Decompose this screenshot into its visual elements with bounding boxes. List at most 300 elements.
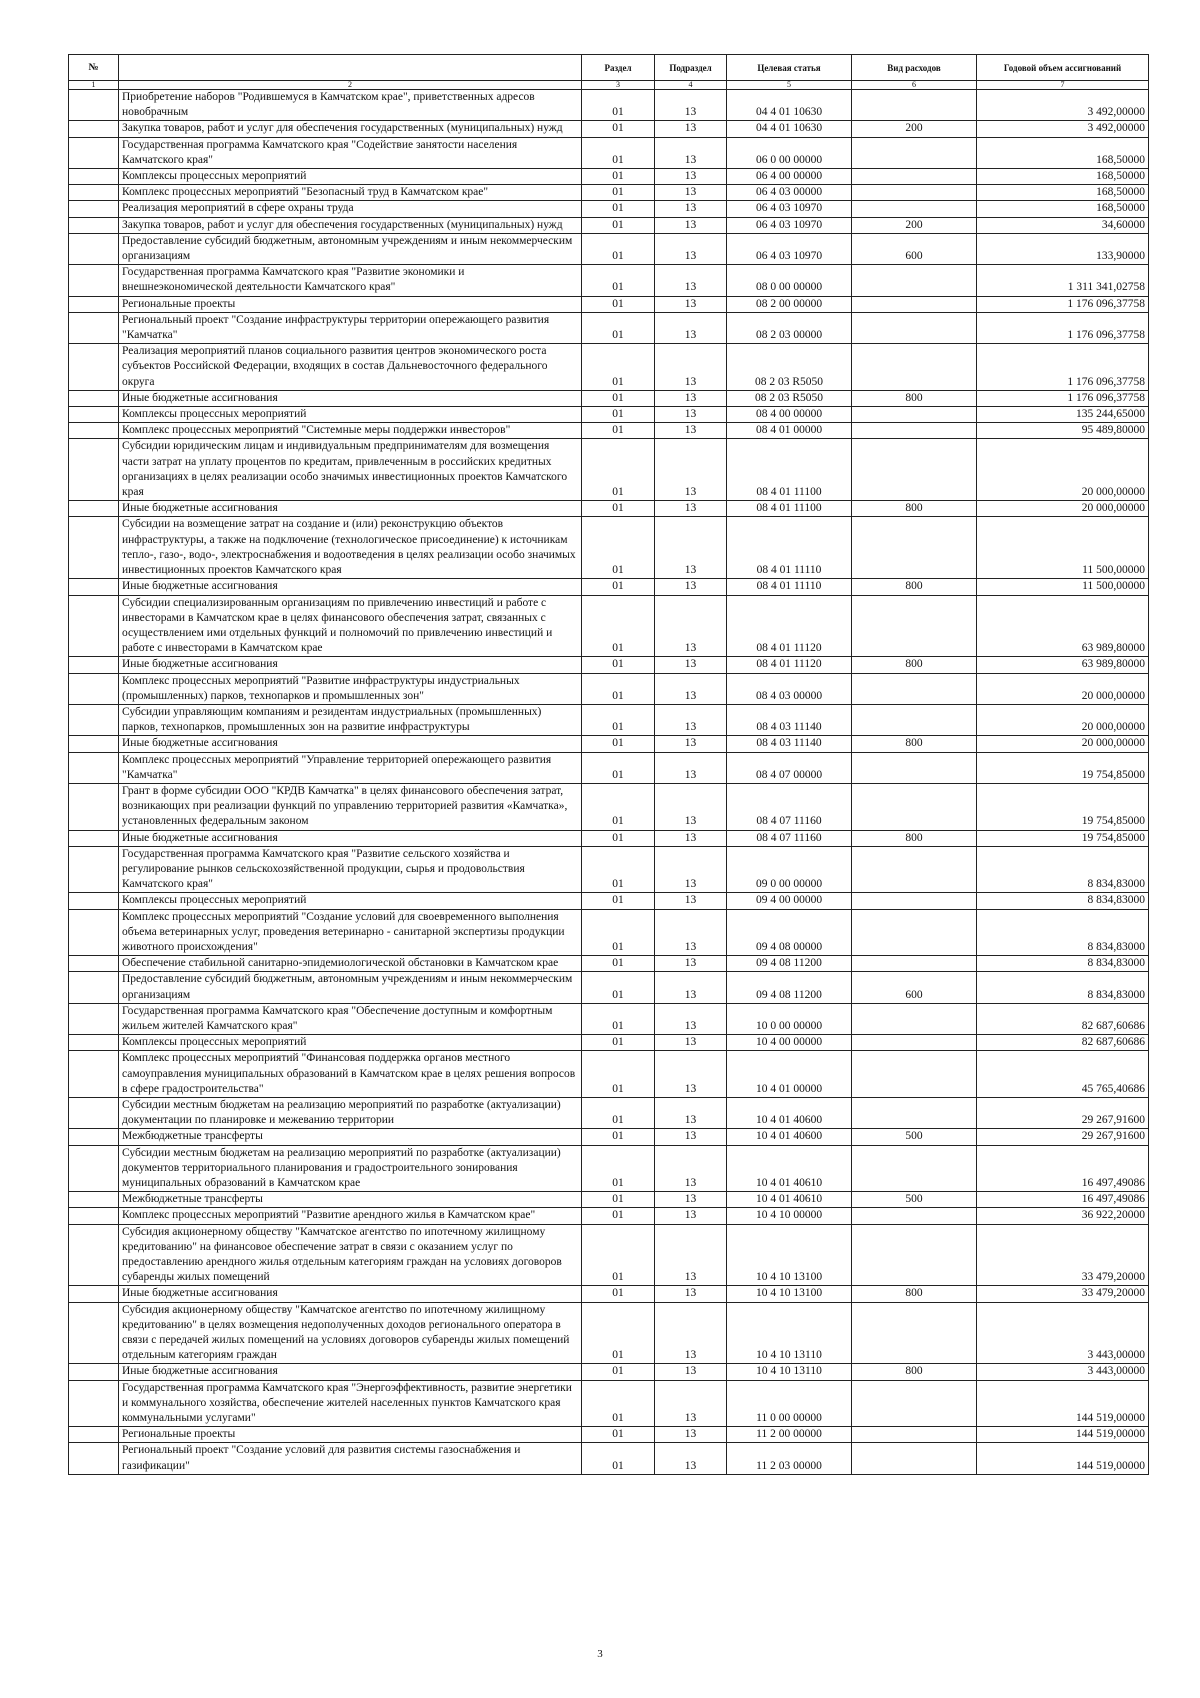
row-subsection-cell: 13	[655, 1129, 727, 1145]
row-subsection-cell: 13	[655, 752, 727, 783]
row-no-cell	[69, 972, 119, 1003]
row-no-cell	[69, 90, 119, 121]
row-target-cell: 10 4 10 13100	[727, 1286, 852, 1302]
row-name-cell: Иные бюджетные ассигнования	[119, 830, 582, 846]
table-row	[69, 233, 1149, 264]
row-target-cell: 10 4 01 40600	[727, 1129, 852, 1145]
row-name-cell: Субсидии управляющим компаниям и резидентам индустриальных (промышленных) парков, технопарков, промышленных зон на развитие инфраструктуры	[119, 704, 582, 735]
table-row	[69, 1051, 1149, 1098]
row-no-cell	[69, 1224, 119, 1286]
row-target-cell: 08 4 03 00000	[727, 673, 852, 704]
row-amount-cell: 8 834,83000	[977, 909, 1149, 956]
row-target-cell: 08 4 07 11160	[727, 830, 852, 846]
row-section-cell: 01	[582, 1051, 655, 1098]
row-no-cell	[69, 1286, 119, 1302]
table-row	[69, 201, 1149, 217]
row-section-cell: 01	[582, 1302, 655, 1364]
row-no-cell	[69, 517, 119, 579]
table-row	[69, 1145, 1149, 1192]
row-subsection-cell: 13	[655, 1443, 727, 1474]
table-row	[69, 217, 1149, 233]
row-subsection-cell: 13	[655, 956, 727, 972]
table-row	[69, 972, 1149, 1003]
row-section-cell: 01	[582, 893, 655, 909]
row-amount-cell: 168,50000	[977, 169, 1149, 185]
row-expense-type-cell	[852, 595, 977, 657]
row-name-cell: Реализация мероприятий в сфере охраны труда	[119, 201, 582, 217]
row-no-cell	[69, 312, 119, 343]
table-row	[69, 1286, 1149, 1302]
row-target-cell: 09 4 08 00000	[727, 909, 852, 956]
row-section-cell: 01	[582, 783, 655, 830]
row-target-cell: 08 0 00 00000	[727, 265, 852, 296]
row-target-cell: 08 4 01 11100	[727, 501, 852, 517]
row-amount-cell: 29 267,91600	[977, 1098, 1149, 1129]
row-target-cell: 06 4 03 10970	[727, 201, 852, 217]
row-expense-type-cell	[852, 752, 977, 783]
table-row	[69, 704, 1149, 735]
row-expense-type-cell	[852, 783, 977, 830]
table-row	[69, 673, 1149, 704]
index-cell: 2	[119, 81, 582, 90]
row-section-cell: 01	[582, 1364, 655, 1380]
row-expense-type-cell	[852, 137, 977, 168]
table-row	[69, 1364, 1149, 1380]
row-section-cell: 01	[582, 1286, 655, 1302]
row-no-cell	[69, 344, 119, 391]
row-name-cell: Государственная программа Камчатского края "Содействие занятости населения Камчатского края"	[119, 137, 582, 168]
row-subsection-cell: 13	[655, 1192, 727, 1208]
row-no-cell	[69, 1051, 119, 1098]
row-expense-type-cell: 500	[852, 1192, 977, 1208]
row-subsection-cell: 13	[655, 407, 727, 423]
row-name-cell: Комплексы процессных мероприятий	[119, 169, 582, 185]
row-no-cell	[69, 217, 119, 233]
row-subsection-cell: 13	[655, 217, 727, 233]
row-name-cell: Иные бюджетные ассигнования	[119, 1364, 582, 1380]
row-target-cell: 10 4 10 13110	[727, 1302, 852, 1364]
row-target-cell: 09 4 08 11200	[727, 956, 852, 972]
row-subsection-cell: 13	[655, 673, 727, 704]
row-section-cell: 01	[582, 752, 655, 783]
row-expense-type-cell: 800	[852, 736, 977, 752]
row-expense-type-cell	[852, 1003, 977, 1034]
row-no-cell	[69, 121, 119, 137]
row-name-cell: Комплекс процессных мероприятий "Развитие арендного жилья в Камчатском крае"	[119, 1208, 582, 1224]
row-no-cell	[69, 893, 119, 909]
row-subsection-cell: 13	[655, 265, 727, 296]
row-no-cell	[69, 390, 119, 406]
row-subsection-cell: 13	[655, 137, 727, 168]
row-expense-type-cell	[852, 1302, 977, 1364]
col-amount-header: Годовой объем ассигнований	[977, 55, 1149, 81]
row-expense-type-cell	[852, 344, 977, 391]
row-section-cell: 01	[582, 1129, 655, 1145]
index-row	[69, 81, 1149, 90]
table-row	[69, 846, 1149, 893]
row-section-cell: 01	[582, 704, 655, 735]
row-section-cell: 01	[582, 1145, 655, 1192]
row-no-cell	[69, 657, 119, 673]
row-name-cell: Реализация мероприятий планов социального развития центров экономического роста субъектов Российской Федерации, входящих в состав Дальневосточного федерального округа	[119, 344, 582, 391]
row-subsection-cell: 13	[655, 846, 727, 893]
row-amount-cell: 33 479,20000	[977, 1286, 1149, 1302]
row-target-cell: 08 2 03 R5050	[727, 344, 852, 391]
row-target-cell: 08 2 00 00000	[727, 296, 852, 312]
row-expense-type-cell: 800	[852, 830, 977, 846]
row-amount-cell: 1 311 341,02758	[977, 265, 1149, 296]
index-cell: 4	[655, 81, 727, 90]
row-target-cell: 10 4 01 40610	[727, 1145, 852, 1192]
row-expense-type-cell	[852, 439, 977, 501]
table-row	[69, 1129, 1149, 1145]
row-no-cell	[69, 185, 119, 201]
row-section-cell: 01	[582, 657, 655, 673]
row-no-cell	[69, 595, 119, 657]
row-expense-type-cell	[852, 296, 977, 312]
row-name-cell: Обеспечение стабильной санитарно-эпидемиологической обстановки в Камчатском крае	[119, 956, 582, 972]
row-expense-type-cell	[852, 407, 977, 423]
row-amount-cell: 20 000,00000	[977, 501, 1149, 517]
row-expense-type-cell	[852, 704, 977, 735]
table-row	[69, 783, 1149, 830]
row-expense-type-cell	[852, 423, 977, 439]
row-name-cell: Субсидия акционерному обществу "Камчатское агентство по ипотечному жилищному кредитованию" в целях возмещения недополученных доходов регионального оператора в связи с передачей жилых помещений на условиях договоров субаренды жилых помещений отдельным категориям граждан	[119, 1302, 582, 1364]
row-target-cell: 06 4 00 00000	[727, 169, 852, 185]
row-section-cell: 01	[582, 137, 655, 168]
row-expense-type-cell	[852, 1208, 977, 1224]
row-amount-cell: 8 834,83000	[977, 956, 1149, 972]
col-subsection-header: Подраздел	[655, 55, 727, 81]
row-section-cell: 01	[582, 1098, 655, 1129]
row-amount-cell: 19 754,85000	[977, 830, 1149, 846]
row-subsection-cell: 13	[655, 1380, 727, 1427]
row-name-cell: Приобретение наборов "Родившемуся в Камчатском крае", приветственных адресов новобрачным	[119, 90, 582, 121]
row-no-cell	[69, 830, 119, 846]
row-section-cell: 01	[582, 185, 655, 201]
row-no-cell	[69, 169, 119, 185]
row-name-cell: Иные бюджетные ассигнования	[119, 657, 582, 673]
row-section-cell: 01	[582, 736, 655, 752]
row-no-cell	[69, 1427, 119, 1443]
row-target-cell: 04 4 01 10630	[727, 90, 852, 121]
row-target-cell: 09 0 00 00000	[727, 846, 852, 893]
row-name-cell: Субсидии специализированным организациям по привлечению инвестиций и работе с инвесторами в Камчатском крае в целях финансового обеспечения затрат, связанных с осуществлением ими отдельных функций и полномочий по привлечению инвестиций и работе с инвесторами в Камчатском крае	[119, 595, 582, 657]
row-amount-cell: 45 765,40686	[977, 1051, 1149, 1098]
row-target-cell: 10 4 10 13110	[727, 1364, 852, 1380]
row-subsection-cell: 13	[655, 1003, 727, 1034]
table-row	[69, 517, 1149, 579]
row-name-cell: Региональный проект "Создание инфраструктуры территории опережающего развития "Камчатка"	[119, 312, 582, 343]
row-target-cell: 11 2 03 00000	[727, 1443, 852, 1474]
row-section-cell: 01	[582, 121, 655, 137]
row-name-cell: Региональные проекты	[119, 296, 582, 312]
row-name-cell: Субсидии юридическим лицам и индивидуальным предпринимателям для возмещения части затрат на уплату процентов по кредитам, привлеченным в российских кредитных организациях в целях реализации особо значимых инвестиционных проектов Камчатского края	[119, 439, 582, 501]
col-section-header: Раздел	[582, 55, 655, 81]
row-section-cell: 01	[582, 423, 655, 439]
row-section-cell: 01	[582, 1208, 655, 1224]
row-target-cell: 10 4 01 40610	[727, 1192, 852, 1208]
row-name-cell: Государственная программа Камчатского края "Энергоэффективность, развитие энергетики и коммунального хозяйства, обеспечение жителей населенных пунктов Камчатского края коммунальными услугами"	[119, 1380, 582, 1427]
row-amount-cell: 144 519,00000	[977, 1427, 1149, 1443]
row-expense-type-cell: 800	[852, 579, 977, 595]
row-section-cell: 01	[582, 595, 655, 657]
table-row	[69, 296, 1149, 312]
row-no-cell	[69, 736, 119, 752]
row-expense-type-cell: 600	[852, 972, 977, 1003]
row-expense-type-cell: 500	[852, 1129, 977, 1145]
table-row	[69, 439, 1149, 501]
row-amount-cell: 19 754,85000	[977, 783, 1149, 830]
row-no-cell	[69, 846, 119, 893]
row-section-cell: 01	[582, 1380, 655, 1427]
row-amount-cell: 144 519,00000	[977, 1443, 1149, 1474]
row-target-cell: 10 0 00 00000	[727, 1003, 852, 1034]
row-expense-type-cell: 600	[852, 233, 977, 264]
row-no-cell	[69, 137, 119, 168]
row-target-cell: 10 4 10 13100	[727, 1224, 852, 1286]
table-row	[69, 1035, 1149, 1051]
row-name-cell: Предоставление субсидий бюджетным, автономным учреждениям и иным некоммерческим организациям	[119, 233, 582, 264]
row-target-cell: 10 4 10 00000	[727, 1208, 852, 1224]
row-name-cell: Государственная программа Камчатского края "Обеспечение доступным и комфортным жильем жителей Камчатского края"	[119, 1003, 582, 1034]
row-target-cell: 08 4 01 11120	[727, 657, 852, 673]
row-subsection-cell: 13	[655, 501, 727, 517]
page-number: 3	[597, 1648, 603, 1660]
budget-table	[68, 54, 1149, 1475]
row-subsection-cell: 13	[655, 296, 727, 312]
row-name-cell: Комплекс процессных мероприятий "Создание условий для своевременного выполнения объема ветеринарных услуг, проведения ветеринарно - санитарной экспертизы продукции животного происхождения"	[119, 909, 582, 956]
table-row	[69, 265, 1149, 296]
row-subsection-cell: 13	[655, 595, 727, 657]
row-no-cell	[69, 1098, 119, 1129]
row-no-cell	[69, 1129, 119, 1145]
row-name-cell: Комплексы процессных мероприятий	[119, 1035, 582, 1051]
table-row	[69, 956, 1149, 972]
row-expense-type-cell	[852, 169, 977, 185]
table-row	[69, 312, 1149, 343]
table-row	[69, 1208, 1149, 1224]
row-name-cell: Государственная программа Камчатского края "Развитие экономики и внешнеэкономической деятельности Камчатского края"	[119, 265, 582, 296]
row-section-cell: 01	[582, 90, 655, 121]
row-name-cell: Иные бюджетные ассигнования	[119, 1286, 582, 1302]
row-no-cell	[69, 704, 119, 735]
col-expense-type-header: Вид расходов	[852, 55, 977, 81]
row-target-cell: 08 4 01 11120	[727, 595, 852, 657]
row-expense-type-cell	[852, 1035, 977, 1051]
row-no-cell	[69, 1208, 119, 1224]
row-name-cell: Комплексы процессных мероприятий	[119, 893, 582, 909]
table-row	[69, 1380, 1149, 1427]
row-expense-type-cell	[852, 185, 977, 201]
row-section-cell: 01	[582, 1224, 655, 1286]
row-subsection-cell: 13	[655, 312, 727, 343]
row-amount-cell: 63 989,80000	[977, 595, 1149, 657]
row-amount-cell: 1 176 096,37758	[977, 312, 1149, 343]
row-expense-type-cell	[852, 673, 977, 704]
row-section-cell: 01	[582, 439, 655, 501]
row-expense-type-cell	[852, 265, 977, 296]
row-name-cell: Государственная программа Камчатского края "Развитие сельского хозяйства и регулирование рынков сельскохозяйственной продукции, сырья и продовольствия Камчатского края"	[119, 846, 582, 893]
row-subsection-cell: 13	[655, 185, 727, 201]
row-amount-cell: 3 492,00000	[977, 121, 1149, 137]
row-amount-cell: 63 989,80000	[977, 657, 1149, 673]
table-row	[69, 344, 1149, 391]
row-no-cell	[69, 673, 119, 704]
row-no-cell	[69, 1364, 119, 1380]
row-subsection-cell: 13	[655, 344, 727, 391]
row-amount-cell: 20 000,00000	[977, 704, 1149, 735]
row-amount-cell: 11 500,00000	[977, 579, 1149, 595]
row-no-cell	[69, 407, 119, 423]
row-expense-type-cell	[852, 1145, 977, 1192]
row-section-cell: 01	[582, 296, 655, 312]
row-amount-cell: 20 000,00000	[977, 736, 1149, 752]
row-section-cell: 01	[582, 169, 655, 185]
index-cell: 5	[727, 81, 852, 90]
row-expense-type-cell	[852, 1427, 977, 1443]
row-amount-cell: 8 834,83000	[977, 972, 1149, 1003]
row-subsection-cell: 13	[655, 90, 727, 121]
row-section-cell: 01	[582, 673, 655, 704]
row-expense-type-cell	[852, 846, 977, 893]
row-amount-cell: 1 176 096,37758	[977, 390, 1149, 406]
row-target-cell: 08 2 03 R5050	[727, 390, 852, 406]
row-no-cell	[69, 233, 119, 264]
table-row	[69, 1443, 1149, 1474]
row-section-cell: 01	[582, 312, 655, 343]
row-subsection-cell: 13	[655, 439, 727, 501]
row-no-cell	[69, 783, 119, 830]
row-expense-type-cell	[852, 517, 977, 579]
row-section-cell: 01	[582, 972, 655, 1003]
table-row	[69, 893, 1149, 909]
row-no-cell	[69, 956, 119, 972]
row-section-cell: 01	[582, 1443, 655, 1474]
row-subsection-cell: 13	[655, 423, 727, 439]
row-amount-cell: 20 000,00000	[977, 439, 1149, 501]
row-subsection-cell: 13	[655, 1145, 727, 1192]
row-amount-cell: 168,50000	[977, 185, 1149, 201]
row-amount-cell: 11 500,00000	[977, 517, 1149, 579]
row-amount-cell: 20 000,00000	[977, 673, 1149, 704]
row-amount-cell: 144 519,00000	[977, 1380, 1149, 1427]
row-amount-cell: 19 754,85000	[977, 752, 1149, 783]
row-name-cell: Субсидии местным бюджетам на реализацию мероприятий по разработке (актуализации) документов территориального планирования и градостроительного зонирования муниципальных образований в Камчатском крае	[119, 1145, 582, 1192]
row-subsection-cell: 13	[655, 169, 727, 185]
table-row	[69, 90, 1149, 121]
row-amount-cell: 8 834,83000	[977, 846, 1149, 893]
row-amount-cell: 133,90000	[977, 233, 1149, 264]
table-row	[69, 830, 1149, 846]
row-name-cell: Субсидии местным бюджетам на реализацию мероприятий по разработке (актуализации) документации по планировке и межеванию территории	[119, 1098, 582, 1129]
row-section-cell: 01	[582, 407, 655, 423]
row-name-cell: Предоставление субсидий бюджетным, автономным учреждениям и иным некоммерческим организациям	[119, 972, 582, 1003]
col-target-header: Целевая статья	[727, 55, 852, 81]
row-target-cell: 08 4 03 11140	[727, 736, 852, 752]
col-name-header	[119, 55, 582, 81]
row-subsection-cell: 13	[655, 579, 727, 595]
row-subsection-cell: 13	[655, 893, 727, 909]
row-no-cell	[69, 265, 119, 296]
row-target-cell: 08 4 01 11100	[727, 439, 852, 501]
row-subsection-cell: 13	[655, 736, 727, 752]
row-subsection-cell: 13	[655, 1302, 727, 1364]
row-no-cell	[69, 1192, 119, 1208]
row-subsection-cell: 13	[655, 830, 727, 846]
row-subsection-cell: 13	[655, 517, 727, 579]
row-amount-cell: 82 687,60686	[977, 1035, 1149, 1051]
row-section-cell: 01	[582, 1003, 655, 1034]
row-target-cell: 06 4 03 10970	[727, 233, 852, 264]
table-row	[69, 390, 1149, 406]
row-subsection-cell: 13	[655, 704, 727, 735]
row-expense-type-cell	[852, 1051, 977, 1098]
row-name-cell: Грант в форме субсидии ООО "КРДВ Камчатка" в целях финансового обеспечения затрат, возникающих при реализации функций по управлению территорией развития «Камчатка», установленных федеральным законом	[119, 783, 582, 830]
table-row	[69, 1098, 1149, 1129]
row-amount-cell: 3 443,00000	[977, 1364, 1149, 1380]
row-expense-type-cell	[852, 201, 977, 217]
row-no-cell	[69, 1035, 119, 1051]
row-subsection-cell: 13	[655, 1098, 727, 1129]
row-subsection-cell: 13	[655, 783, 727, 830]
row-target-cell: 08 4 00 00000	[727, 407, 852, 423]
row-amount-cell: 3 492,00000	[977, 90, 1149, 121]
row-expense-type-cell: 800	[852, 1286, 977, 1302]
row-subsection-cell: 13	[655, 657, 727, 673]
table-body	[69, 90, 1149, 1475]
row-target-cell: 08 4 07 11160	[727, 783, 852, 830]
row-name-cell: Региональный проект "Создание условий для развития системы газоснабжения и газификации"	[119, 1443, 582, 1474]
row-section-cell: 01	[582, 344, 655, 391]
table-row	[69, 137, 1149, 168]
row-no-cell	[69, 423, 119, 439]
index-cell: 6	[852, 81, 977, 90]
row-section-cell: 01	[582, 1035, 655, 1051]
header-row	[69, 55, 1149, 81]
row-no-cell	[69, 1380, 119, 1427]
row-name-cell: Комплекс процессных мероприятий "Развитие инфраструктуры индустриальных (промышленных) парков, технопарков и промышленных зон"	[119, 673, 582, 704]
row-subsection-cell: 13	[655, 1427, 727, 1443]
row-no-cell	[69, 501, 119, 517]
row-name-cell: Иные бюджетные ассигнования	[119, 390, 582, 406]
row-no-cell	[69, 439, 119, 501]
row-section-cell: 01	[582, 830, 655, 846]
row-section-cell: 01	[582, 909, 655, 956]
row-expense-type-cell	[852, 1380, 977, 1427]
row-expense-type-cell	[852, 1224, 977, 1286]
row-name-cell: Закупка товаров, работ и услуг для обеспечения государственных (муниципальных) нужд	[119, 217, 582, 233]
table-row	[69, 121, 1149, 137]
row-no-cell	[69, 1443, 119, 1474]
col-no-header: №	[69, 55, 119, 81]
table-row	[69, 657, 1149, 673]
row-no-cell	[69, 1145, 119, 1192]
row-subsection-cell: 13	[655, 1051, 727, 1098]
table-row	[69, 752, 1149, 783]
table-row	[69, 169, 1149, 185]
row-amount-cell: 1 176 096,37758	[977, 344, 1149, 391]
row-subsection-cell: 13	[655, 909, 727, 956]
index-cell: 3	[582, 81, 655, 90]
row-subsection-cell: 13	[655, 972, 727, 1003]
row-name-cell: Комплекс процессных мероприятий "Финансовая поддержка органов местного самоуправления муниципальных образований в Камчатском крае в целях решения вопросов в сфере градостроительства"	[119, 1051, 582, 1098]
row-subsection-cell: 13	[655, 390, 727, 406]
row-no-cell	[69, 201, 119, 217]
row-amount-cell: 8 834,83000	[977, 893, 1149, 909]
row-name-cell: Комплексы процессных мероприятий	[119, 407, 582, 423]
row-expense-type-cell: 800	[852, 501, 977, 517]
